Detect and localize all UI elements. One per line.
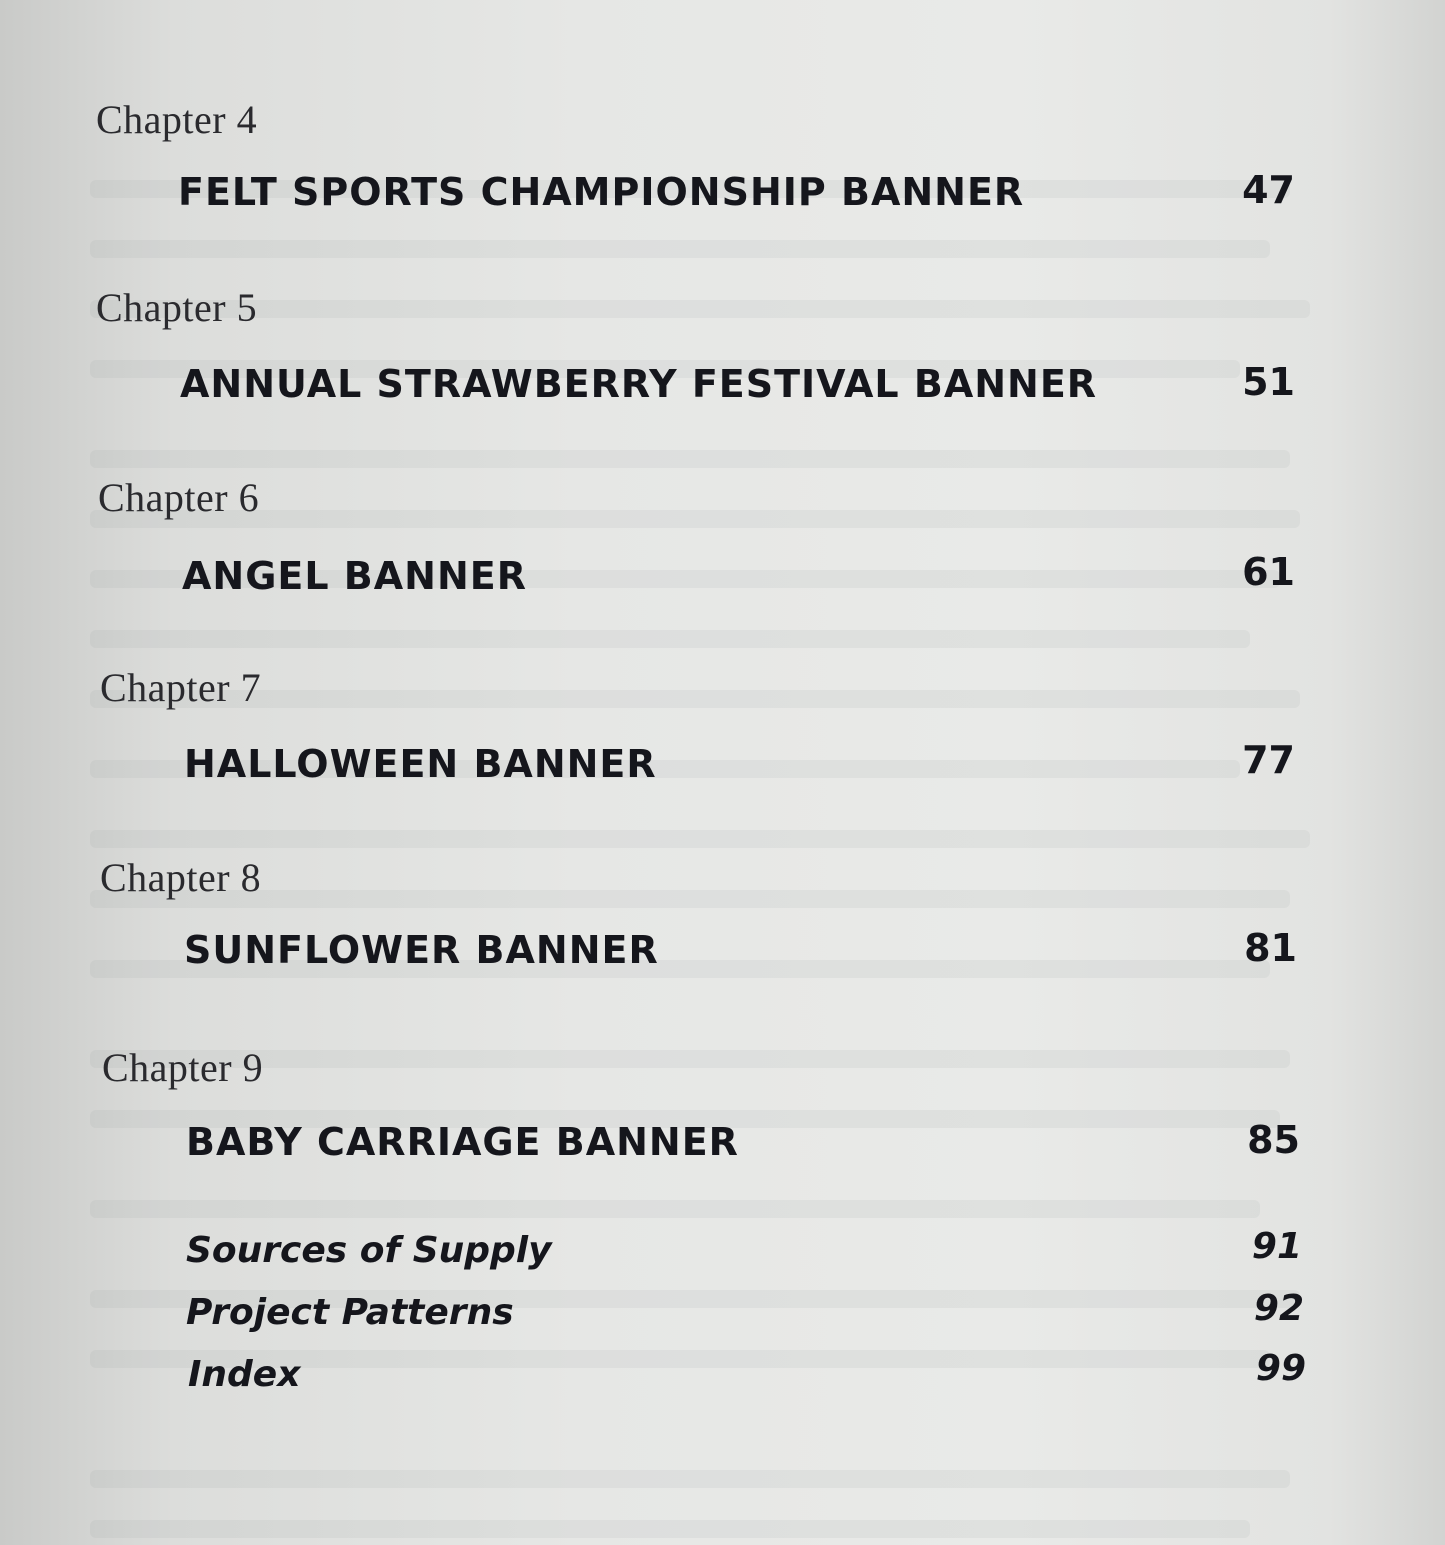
page-number: 92 [1253,1288,1304,1329]
chapter-title: BABY CARRIAGE BANNER [186,1120,739,1164]
chapter-title: ANGEL BANNER [182,554,528,598]
back-matter-title: Sources of Supply [186,1230,552,1271]
chapter-label: Chapter 9 [102,1045,264,1090]
chapter-label: Chapter 5 [96,285,258,330]
page-number: 51 [1242,360,1295,404]
chapter-title: HALLOWEEN BANNER [184,742,657,786]
page-number: 61 [1242,550,1295,594]
chapter-title: SUNFLOWER BANNER [184,928,659,972]
chapter-label: Chapter 4 [96,97,258,142]
page-number: 99 [1255,1348,1306,1389]
chapter-title: ANNUAL STRAWBERRY FESTIVAL BANNER [180,362,1098,406]
back-matter-title: Index [188,1354,301,1395]
page-number: 77 [1242,738,1295,782]
page-number: 47 [1242,168,1295,212]
page-number: 81 [1244,926,1297,970]
chapter-label: Chapter 7 [100,665,262,710]
chapter-label: Chapter 6 [98,475,260,520]
chapter-label: Chapter 8 [100,855,262,900]
back-matter-title: Project Patterns [186,1292,514,1333]
page-number: 85 [1247,1118,1300,1162]
page-number: 91 [1251,1226,1302,1267]
chapter-title: FELT SPORTS CHAMPIONSHIP BANNER [178,170,1025,214]
